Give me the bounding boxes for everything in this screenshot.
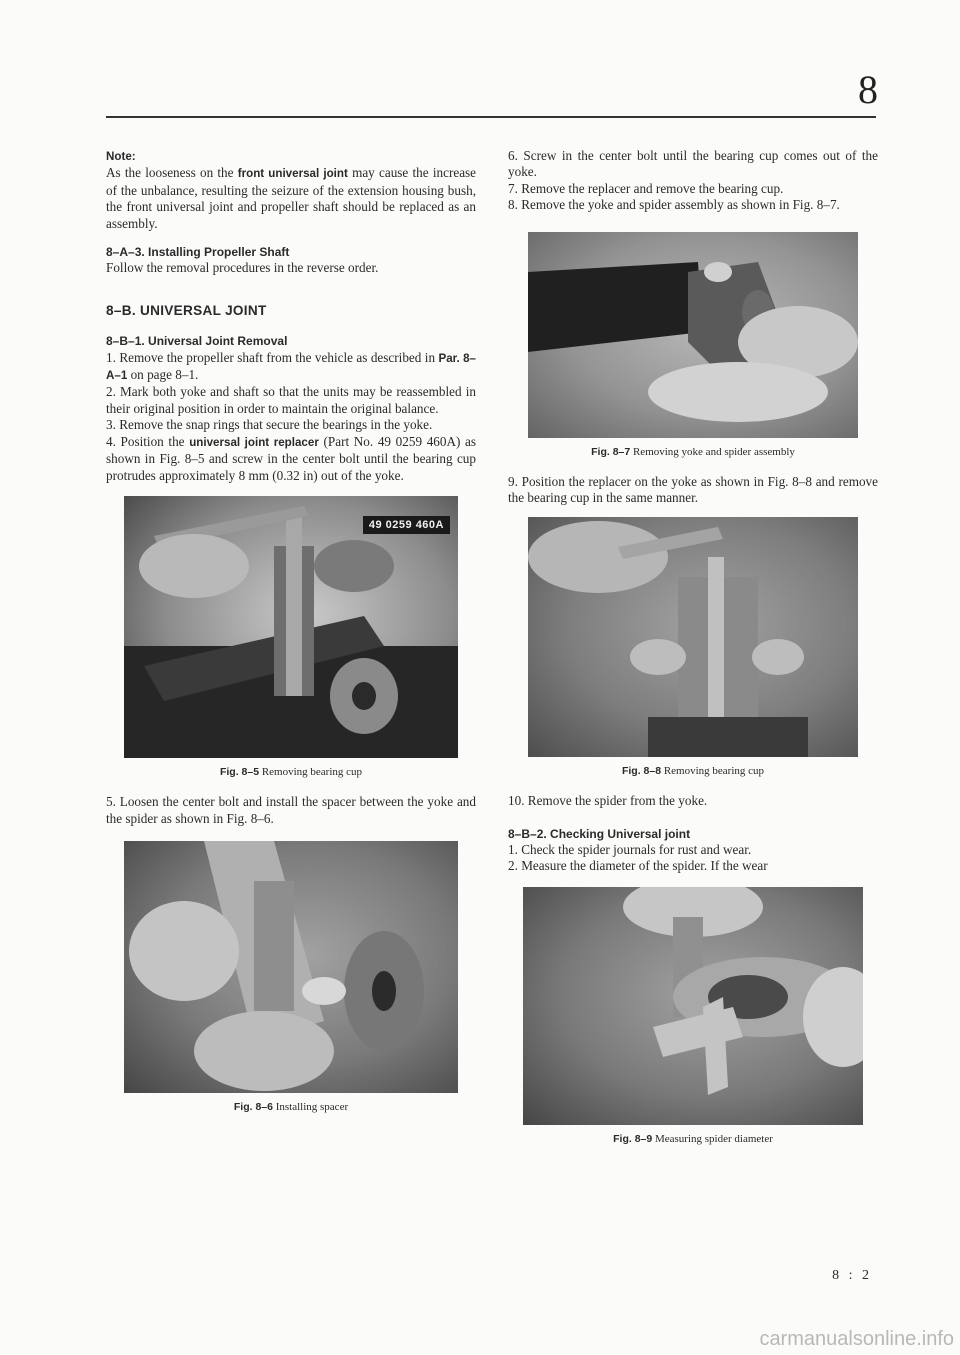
note-text: As the looseness on the front universal joint may cause the increase of the unbalance, resulting the seizure of the extension housing bush, the front universal joint and propeller shaft should be replaced as an assembly.: [106, 165, 477, 231]
header-rule: [106, 116, 876, 118]
check-1: 1. Check the spider journals for rust and wear.: [508, 842, 752, 858]
figure-8-9-photo: [523, 887, 863, 1125]
section-8a3-text: Follow the removal procedures in the reverse order.: [106, 260, 379, 276]
note-bold: front universal joint: [237, 167, 348, 181]
photo-illustration: [528, 517, 858, 757]
watermark: carmanualsonline.info: [759, 1328, 954, 1350]
step-1: 1. Remove the propeller shaft from the vehicle as described in Par. 8–A–1 on page 8–1.: [106, 349, 477, 383]
photo-illustration: [124, 496, 458, 758]
right-column: [508, 148, 878, 1147]
figure-8-5-photo: [124, 496, 458, 758]
figure-8-7-photo: [528, 232, 858, 438]
figure-8-8-photo: [528, 517, 858, 757]
step-7: 7. Remove the replacer and remove the bearing cup.: [508, 180, 784, 196]
section-8b2-title: 8–B–2. Checking Universal joint: [508, 826, 691, 841]
page-number: 8 : 2: [832, 1268, 872, 1283]
section-8b1-title: 8–B–1. Universal Joint Removal: [106, 334, 288, 349]
step-9: 9. Position the replacer on the yoke as shown in Fig. 8–8 and remove the bearing cup in the same manner.: [508, 474, 878, 506]
figure-8-7-caption: Fig. 8–7 Removing yoke and spider assembly: [591, 445, 795, 458]
figure-8-8-caption: Fig. 8–8 Removing bearing cup: [621, 764, 765, 777]
section-8b-title: 8–B. UNIVERSAL JOINT: [106, 302, 267, 318]
note-title: Note:: [106, 150, 136, 163]
step-6: 6. Screw in the center bolt until the bearing cup comes out of the yoke.: [508, 148, 878, 180]
photo-illustration: [523, 887, 863, 1125]
figure-8-5-caption: Fig. 8–5 Removing bearing cup: [219, 765, 363, 778]
photo-illustration: [124, 841, 458, 1093]
photo-illustration: [528, 232, 858, 438]
check-2: 2. Measure the diameter of the spider. If the wear: [508, 858, 768, 874]
step-5: 5. Loosen the center bolt and install the spacer between the yoke and the spider as shown in Fig. 8–6.: [106, 794, 476, 826]
section-8a3-title: 8–A–3. Installing Propeller Shaft: [106, 245, 290, 260]
step-3: 3. Remove the snap rings that secure the bearings in the yoke.: [106, 417, 433, 433]
figure-8-9-caption: Fig. 8–9 Measuring spider diameter: [613, 1132, 773, 1145]
step-2: 2. Mark both yoke and shaft so that the units may be reassembled in their original position in order to maintain the original balance.: [106, 384, 476, 416]
step-10: 10. Remove the spider from the yoke.: [508, 793, 708, 809]
tool-part-number-label: 49 0259 460A: [363, 516, 450, 534]
chapter-number: 8: [858, 67, 878, 112]
figure-8-6-caption: Fig. 8–6 Installing spacer: [233, 1101, 349, 1114]
left-column: [106, 148, 476, 1116]
step-4: 4. Position the universal joint replacer (Part No. 49 0259 460A) as shown in Fig. 8–5 and screw in the center bolt until the bearing cup protrudes approximately 8 mm (0.32 in) out of the yoke.: [106, 433, 477, 483]
figure-8-6-photo: [124, 841, 458, 1093]
step-8: 8. Remove the yoke and spider assembly as shown in Fig. 8–7.: [508, 197, 840, 213]
